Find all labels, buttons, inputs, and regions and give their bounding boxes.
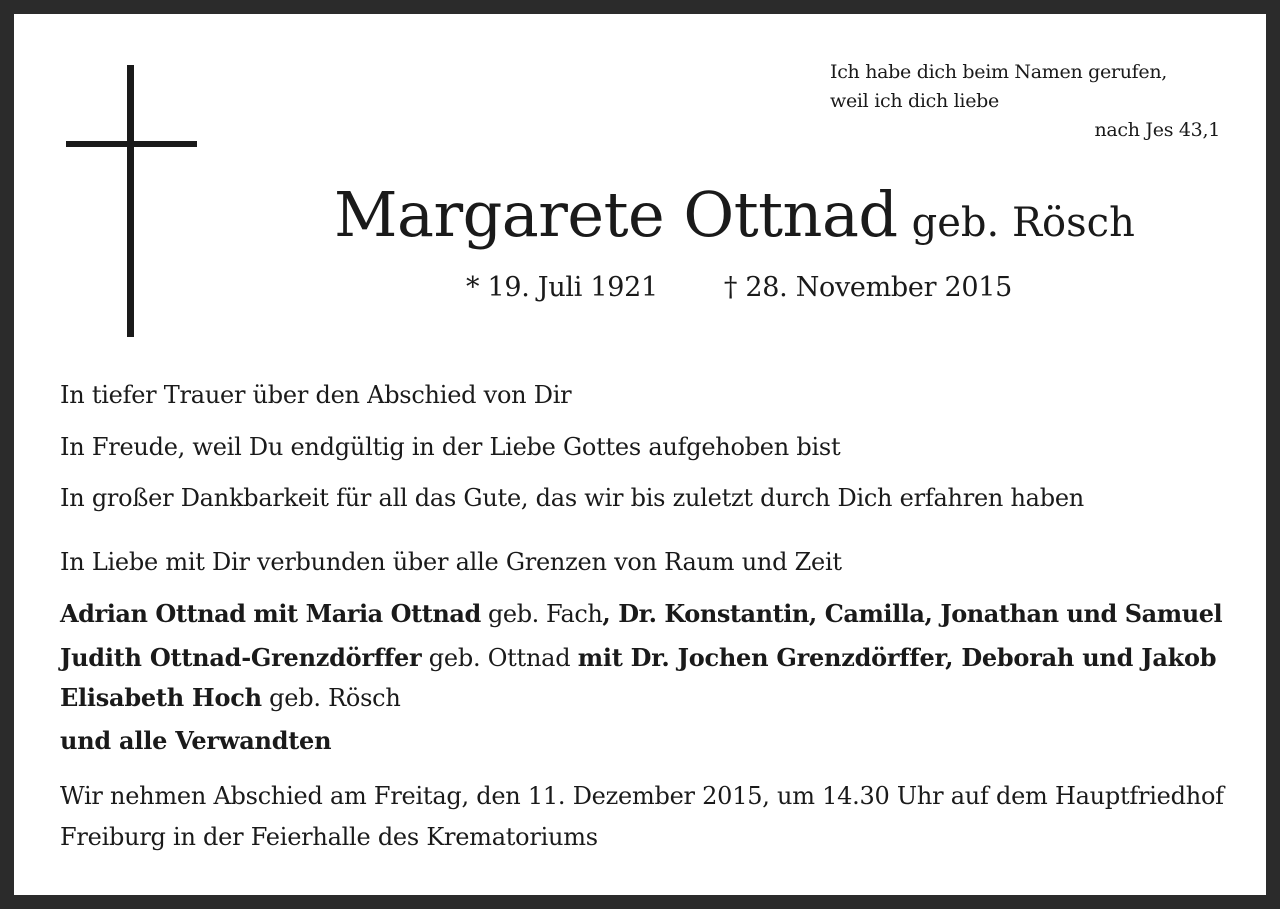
- bible-quote: [830, 58, 1220, 145]
- family-row-1-maiden: geb. Fach: [480, 600, 603, 628]
- family-row-1: [60, 599, 1222, 628]
- family-row-1-name: Adrian Ottnad mit Maria Ottnad: [60, 599, 481, 628]
- text-line-grief: In tiefer Trauer über den Abschied von Dir: [60, 381, 572, 409]
- family-row-1-children: , Dr. Konstantin, Camilla, Jonathan und Samuel: [602, 599, 1223, 628]
- family-row-2: [60, 643, 1216, 672]
- text-line-gratitude: In großer Dankbarkeit für all das Gute, das wir bis zuletzt durch Dich erfahren haben: [60, 484, 1085, 512]
- cross-vertical-bar: [127, 65, 134, 337]
- family-row-2-children: mit Dr. Jochen Grenzdörffer, Deborah und Jakob: [577, 643, 1217, 672]
- deceased-name-heading: [334, 178, 1135, 251]
- family-row-3-name: Elisabeth Hoch: [60, 683, 262, 712]
- quote-line-2: weil ich dich liebe: [830, 90, 999, 112]
- farewell-line-1: Wir nehmen Abschied am Freitag, den 11. Dezember 2015, um 14.30 Uhr auf dem Hauptfriedhof: [60, 782, 1224, 810]
- text-line-joy: In Freude, weil Du endgültig in der Liebe Gottes aufgehoben bist: [60, 433, 841, 461]
- text-line-love: In Liebe mit Dir verbunden über alle Grenzen von Raum und Zeit: [60, 548, 842, 576]
- death-date: † 28. November 2015: [723, 272, 1012, 303]
- family-row-3: [60, 683, 401, 712]
- deceased-maiden-name: geb. Rösch: [911, 200, 1135, 246]
- quote-reference: nach Jes 43,1: [1094, 119, 1220, 141]
- family-row-2-name: Judith Ottnad-Grenzdörffer: [60, 643, 422, 672]
- family-row-relatives: und alle Verwandten: [60, 726, 332, 755]
- birth-date: * 19. Juli 1921: [466, 272, 658, 303]
- quote-line-1: Ich habe dich beim Namen gerufen,: [830, 61, 1167, 83]
- farewell-line-2: Freiburg in der Feierhalle des Krematoriums: [60, 823, 598, 851]
- cross-horizontal-bar: [66, 141, 197, 147]
- family-row-2-maiden: geb. Ottnad: [421, 644, 578, 672]
- life-dates: [466, 272, 1012, 303]
- family-row-3-maiden: geb. Rösch: [261, 684, 401, 712]
- deceased-name: Margarete Ottnad: [334, 178, 898, 251]
